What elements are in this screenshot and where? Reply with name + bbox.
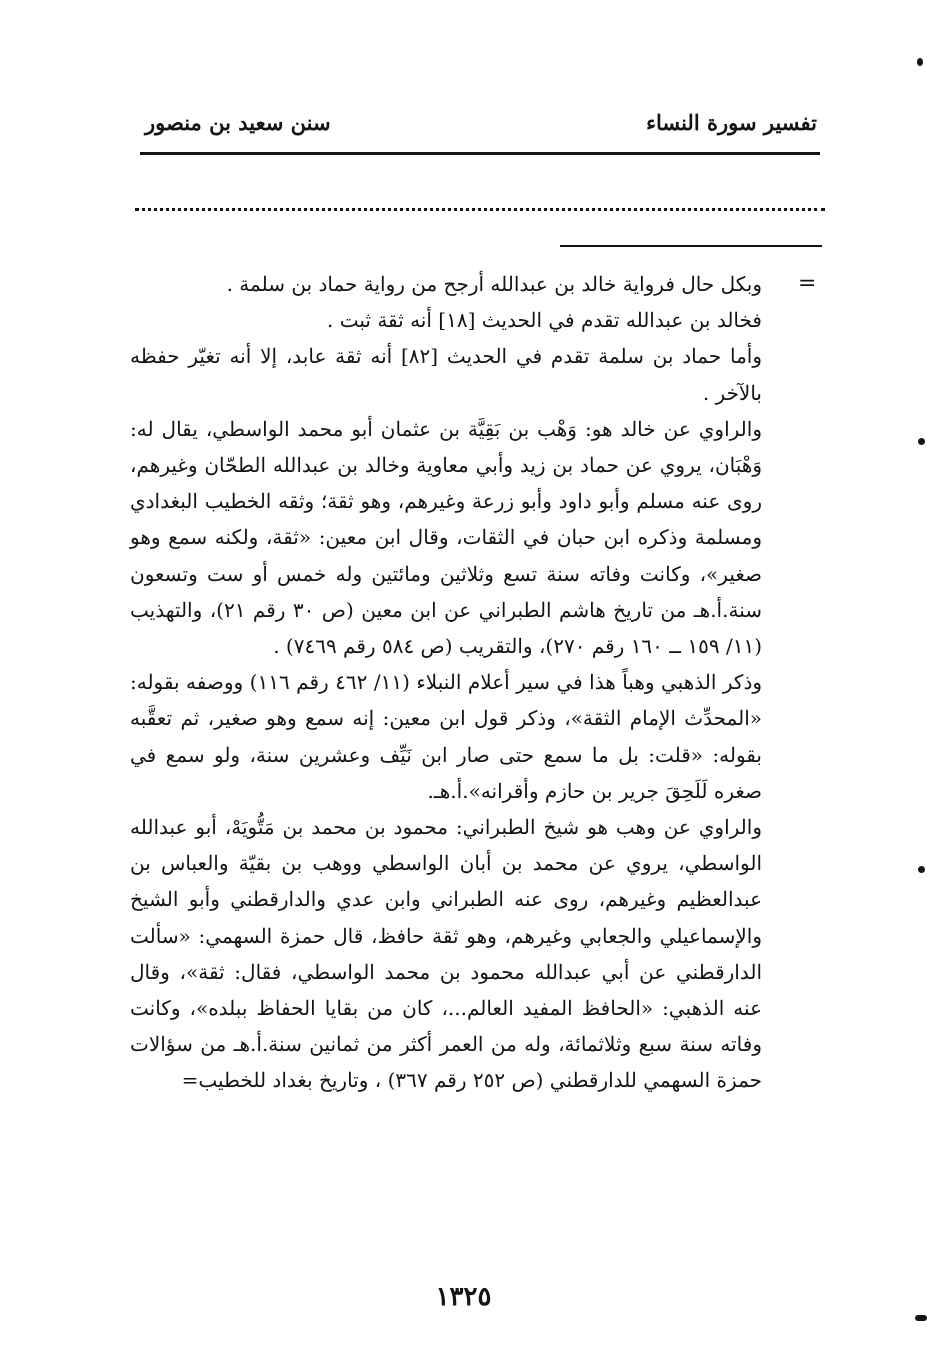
- continuation-mark: =: [798, 271, 817, 296]
- scan-mark: [918, 438, 925, 445]
- scan-mark: [918, 866, 925, 873]
- paragraph: والراوي عن وهب هو شيخ الطبراني: محمود بن محمد بن مَتُّويَهْ، أبو عبدالله الواسطي، يروي عن محمد بن أبان الواسطي ووهب بن بقيّة والعباس بن عبدالعظيم وغيرهم، روى عنه الطبراني وابن عدي والدارقطني وأبو الشيخ والإسماعيلي والجعابي وغيرهم، وهو ثقة حافظ، قال حمزة السهمي: «سألت الدارقطني عن أبي عبدالله محمود بن محمد الواسطي، فقال: ثقة»، وقال عنه الذهبي: «الحافظ المفيد العالم...، كان من بقايا الحفاظ ببلده»، وكانت وفاته سنة سبع وثلاثمائة، وله من العمر أكثر من ثمانين سنة.أ.هـ من سؤالات حمزة السهمي للدارقطني (ص ٢٥٢ رقم ٣٦٧) ، وتاريخ بغداد للخطيب=: [130, 815, 763, 1093]
- paragraph: والراوي عن خالد هو: وَهْب بن بَقِيَّة بن عثمان أبو محمد الواسطي، يقال له: وَهْبَان، يروي عن حماد بن زيد وأبي معاوية وخالد بن عبدالله الطحّان وغيرهم، روى عنه مسلم وأبو داود وأبو زرعة وغيرهم، وهو ثقة؛ وثقه الخطيب البغدادي ومسلمة وذكره ابن حبان في الثقات، وقال ابن معين: «ثقة، ولكنه سمع وهو صغير»، وكانت وفاته سنة تسع وثلاثين ومائتين وله خمس أو ست وتسعون سنة.أ.هـ من تاريخ هاشم الطبراني عن ابن معين (ص ٣٠ رقم ٢١)، والتهذيب (١١/ ١٥٩ ــ ١٦٠ رقم ٢٧٠)، والتقريب (ص ٥٨٤ رقم ٧٤٦٩) .: [130, 416, 762, 659]
- paragraph: فخالد بن عبدالله تقدم في الحديث [١٨] أنه ثقة ثبت .: [327, 308, 762, 333]
- running-header-book: سنن سعيد بن منصور: [145, 110, 331, 135]
- footnote-rule: [560, 245, 822, 247]
- footnote-text: [130, 266, 762, 1099]
- paragraph: وذكر الذهبي وهباً هذا في سير أعلام النبلاء (١١/ ٤٦٢ رقم ١١٦) ووصفه بقوله: «المحدِّث الإمام الثقة»، وذكر قول ابن معين: إنه سمع وهو صغير، ثم تعقَّبه بقوله: «قلت: بل ما سمع حتى صار ابن نَيِّف وعشرين سنة، ولو سمع في صغره لَلَحِقَ جرير بن حازم وأقرانه».أ.هـ.: [130, 670, 763, 803]
- dotted-separator: [135, 208, 825, 211]
- page-number: ١٣٢٥: [435, 1282, 492, 1312]
- paragraph: وأما حماد بن سلمة تقدم في الحديث [٨٢] أنه ثقة عابد، إلا أنه تغيّر حفظه بالآخر .: [130, 344, 762, 405]
- running-header-chapter: تفسير سورة النساء: [646, 110, 817, 135]
- paragraph: وبكل حال فرواية خالد بن عبدالله أرجح من رواية حماد بن سلمة .: [226, 272, 762, 296]
- scan-mark: [915, 1315, 927, 1321]
- scan-mark: [917, 58, 923, 66]
- header-rule: [140, 152, 820, 155]
